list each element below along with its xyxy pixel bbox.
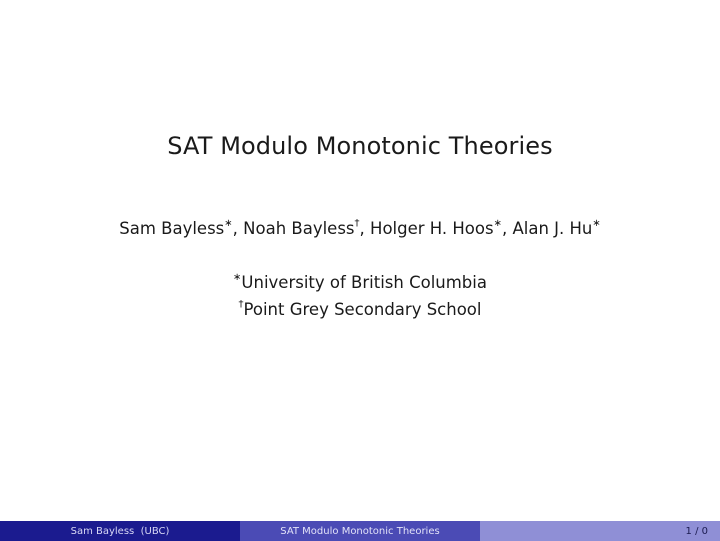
author-name: Alan J. Hu [512,219,593,238]
author-mark: † [354,218,360,229]
author-mark: ∗ [592,218,601,229]
footer-author-text: Sam Bayless (UBC) [70,525,170,537]
footer-page-number [480,521,720,541]
author-list: Sam Bayless∗, Noah Bayless†, Holger H. Hoos∗, Alan J. Hu∗ [119,218,601,238]
affiliation [0,273,720,292]
slide-title: SAT Modulo Monotonic Theories [167,132,553,160]
affiliation-mark: ∗ [233,272,242,283]
affiliation [0,300,720,319]
affiliation-name: Point Grey Secondary School [243,300,482,319]
footer-author [0,521,240,541]
footer-title [240,521,480,541]
affiliation-mark: † [238,299,244,310]
author-name: Noah Bayless [243,219,355,238]
affiliation-name: University of British Columbia [241,273,487,292]
footer-title-text: SAT Modulo Monotonic Theories [280,525,440,537]
footer-bar [0,521,720,541]
author-mark: ∗ [224,218,233,229]
author-mark: ∗ [493,218,502,229]
author-name: Sam Bayless [119,219,225,238]
page-number-text: 1 / 0 [685,525,708,537]
author-name: Holger H. Hoos [370,219,494,238]
